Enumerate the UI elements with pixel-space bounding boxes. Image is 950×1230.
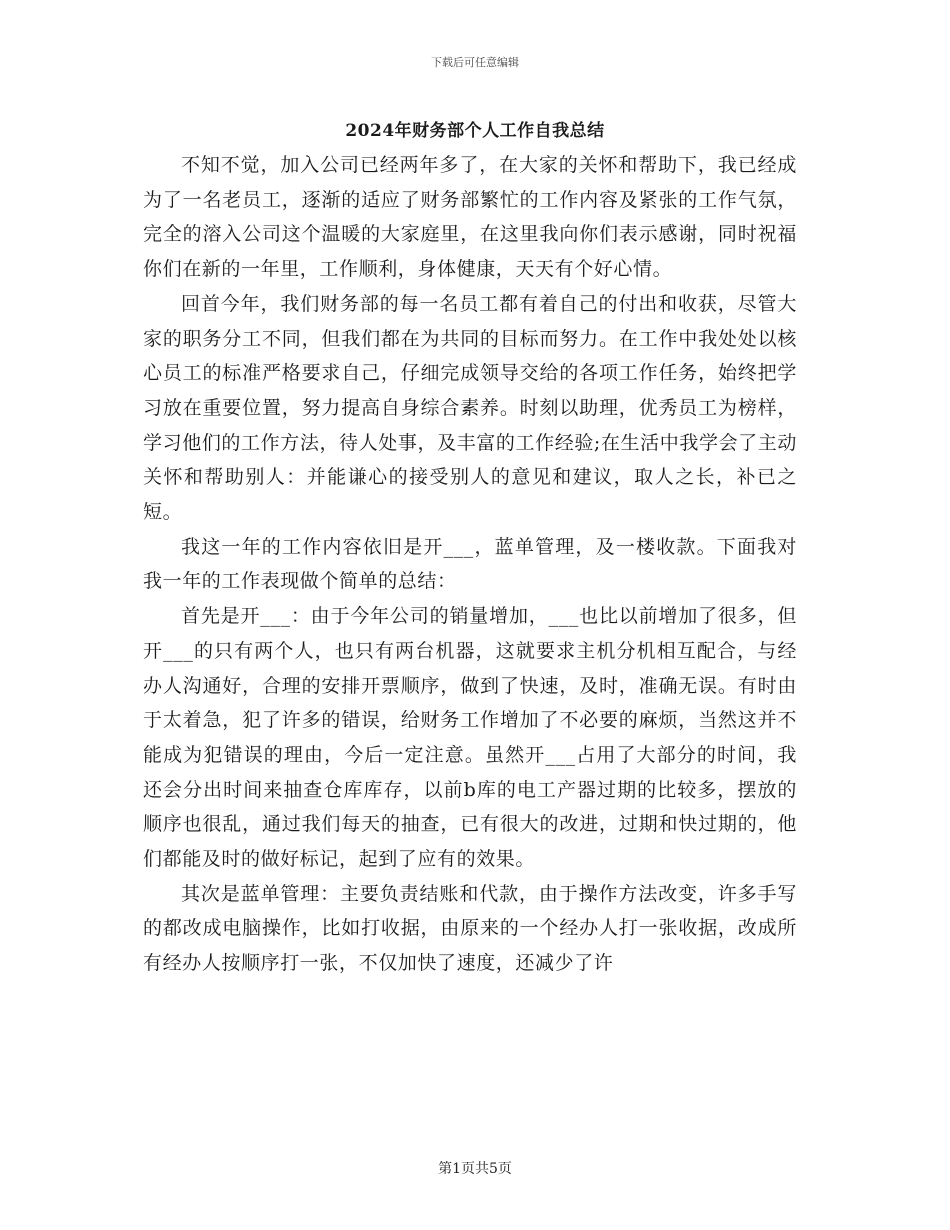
paragraph: 回首今年，我们财务部的每一名员工都有着自己的付出和收获，尽管大家的职务分工不同，但我们都在为共同的目标而努力。在工作中我处处以核心员工的标准严格要求自己，仔细完成领导交给的各项工作任务，始终把学习放在重要位置，努力提高自身综合素养。时刻以助理，优秀员工为榜样，学习他们的工作方法，待人处事，及丰富的工作经验;在生活中我学会了主动关怀和帮助别人：并能谦心的接受别人的意见和建议，取人之长，补已之短。: [143, 292, 797, 524]
paragraph: 我这一年的工作内容依旧是开___，蓝单管理，及一楼收款。下面我对我一年的工作表现做个简单的总结：: [143, 535, 797, 593]
document-title: 2024年财务部个人工作自我总结: [345, 121, 605, 141]
paragraph: 首先是开___：由于今年公司的销量增加，___也比以前增加了很多，但开___的只有两个人，也只有两台机器，这就要求主机分机相互配合，与经办人沟通好，合理的安排开票顺序，做到了快速，及时，准确无误。有时由于太着急，犯了许多的错误，给财务工作增加了不必要的麻烦，当然这并不能成为犯错误的理由，今后一定注意。虽然开___占用了大部分的时间，我还会分出时间来抽查仓库库存，以前b库的电工产器过期的比较多，摆放的顺序也很乱，通过我们每天的抽查，已有很大的改进，过期和快过期的，他们都能及时的做好标记，起到了应有的效果。: [143, 605, 797, 871]
document-body: [143, 148, 797, 981]
page-header-note: 下载后可任意编辑: [431, 56, 519, 69]
paragraph: 不知不觉，加入公司已经两年多了，在大家的关怀和帮助下，我已经成为了一名老员工，逐渐的适应了财务部繁忙的工作内容及紧张的工作气氛，完全的溶入公司这个温暖的大家庭里，在这里我向你们表示感谢，同时祝福你们在新的一年里，工作顺利，身体健康，天天有个好心情。: [143, 154, 797, 281]
page-footer-indicator: 第1页共5页: [438, 1161, 512, 1177]
paragraph: 其次是蓝单管理：主要负责结账和代款，由于操作方法改变，许多手写的都改成电脑操作，比如打收据，由原来的一个经办人打一张收据，改成所有经办人按顺序打一张，不仅加快了速度，还减少了许: [143, 882, 797, 975]
